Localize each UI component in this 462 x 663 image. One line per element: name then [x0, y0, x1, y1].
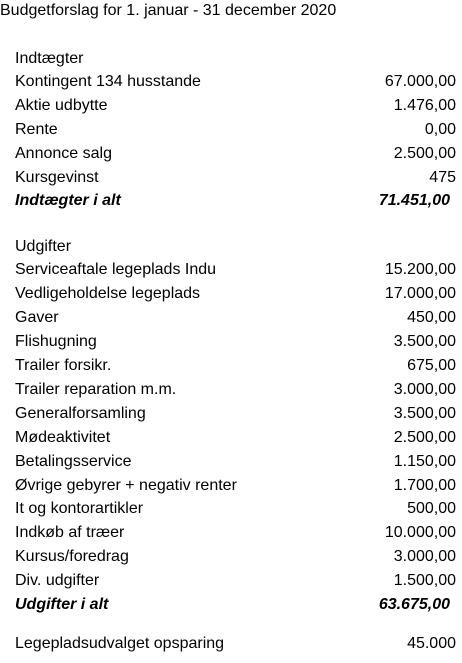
- row-label: Øvrige gebyrer + negativ renter: [15, 477, 237, 494]
- expenses-total-label: Udgifter i alt: [15, 596, 109, 613]
- income-row: [15, 143, 456, 165]
- expense-row: [15, 259, 456, 281]
- document-title: Budgetforslag for 1. januar - 31 december 2020: [0, 2, 337, 19]
- expense-row: [15, 570, 456, 592]
- expense-row: [15, 379, 456, 401]
- expense-row: [15, 307, 456, 329]
- row-amount: 17.000,00: [384, 285, 456, 302]
- expense-row: [15, 498, 456, 520]
- row-label: Trailer forsikr.: [15, 357, 112, 374]
- income-total-row: [15, 190, 456, 212]
- row-label: Kontingent 134 husstande: [15, 73, 201, 90]
- row-amount: 3.500,00: [393, 333, 456, 350]
- row-label: Rente: [15, 121, 58, 138]
- income-total-label: Indtægter i alt: [15, 192, 121, 209]
- row-amount: 2.500,00: [393, 145, 456, 162]
- expense-row: [15, 427, 456, 449]
- expenses-heading: Udgifter: [15, 238, 72, 255]
- expense-row: [15, 522, 456, 544]
- row-label: Kursgevinst: [15, 169, 99, 186]
- row-label: Gaver: [15, 309, 59, 326]
- row-amount: 675,00: [407, 357, 456, 374]
- row-amount: 2.500,00: [393, 429, 456, 446]
- savings-amount: 45.000: [407, 635, 456, 652]
- row-label: Vedligeholdelse legeplads: [15, 285, 201, 302]
- expenses-total-amount: 63.675,00: [378, 596, 450, 613]
- row-amount: 3.000,00: [393, 548, 456, 565]
- row-amount: 3.500,00: [393, 405, 456, 422]
- row-label: Mødeaktivitet: [15, 429, 111, 446]
- row-label: Generalforsamling: [15, 405, 146, 422]
- expense-row: [15, 403, 456, 425]
- row-label: Kursus/foredrag: [15, 548, 129, 565]
- income-row: [15, 95, 456, 117]
- income-total-amount: 71.451,00: [378, 192, 450, 209]
- row-amount: 1.700,00: [393, 477, 456, 494]
- row-label: Aktie udbytte: [15, 97, 108, 114]
- row-label: Flishugning: [15, 333, 97, 350]
- row-label: Betalingsservice: [15, 453, 132, 470]
- row-label: Div. udgifter: [15, 572, 100, 589]
- income-heading: Indtægter: [15, 50, 84, 67]
- expense-row: [15, 546, 456, 568]
- row-amount: 450,00: [407, 309, 456, 326]
- expenses-total-row: [15, 594, 456, 616]
- row-amount: 10.000,00: [384, 524, 456, 541]
- row-label: Annonce salg: [15, 145, 112, 162]
- income-row: [15, 71, 456, 93]
- row-label: Indkøb af træer: [15, 524, 125, 541]
- row-amount: 475: [429, 169, 456, 186]
- row-amount: 0,00: [424, 121, 456, 138]
- expense-row: [15, 451, 456, 473]
- row-label: Serviceaftale legeplads Indu: [15, 261, 217, 278]
- savings-row: [15, 633, 456, 655]
- row-label: It og kontorartikler: [15, 500, 144, 517]
- expense-row: [15, 331, 456, 353]
- row-amount: 1.476,00: [393, 97, 456, 114]
- row-label: Trailer reparation m.m.: [15, 381, 177, 398]
- expense-row: [15, 283, 456, 305]
- row-amount: 15.200,00: [384, 261, 456, 278]
- row-amount: 1.150,00: [393, 453, 456, 470]
- expense-row: [15, 355, 456, 377]
- income-row: [15, 119, 456, 141]
- row-amount: 500,00: [407, 500, 456, 517]
- savings-label: Legepladsudvalget opsparing: [15, 635, 225, 652]
- row-amount: 3.000,00: [393, 381, 456, 398]
- expense-row: [15, 475, 456, 497]
- row-amount: 1.500,00: [393, 572, 456, 589]
- income-row: [15, 167, 456, 189]
- row-amount: 67.000,00: [384, 73, 456, 90]
